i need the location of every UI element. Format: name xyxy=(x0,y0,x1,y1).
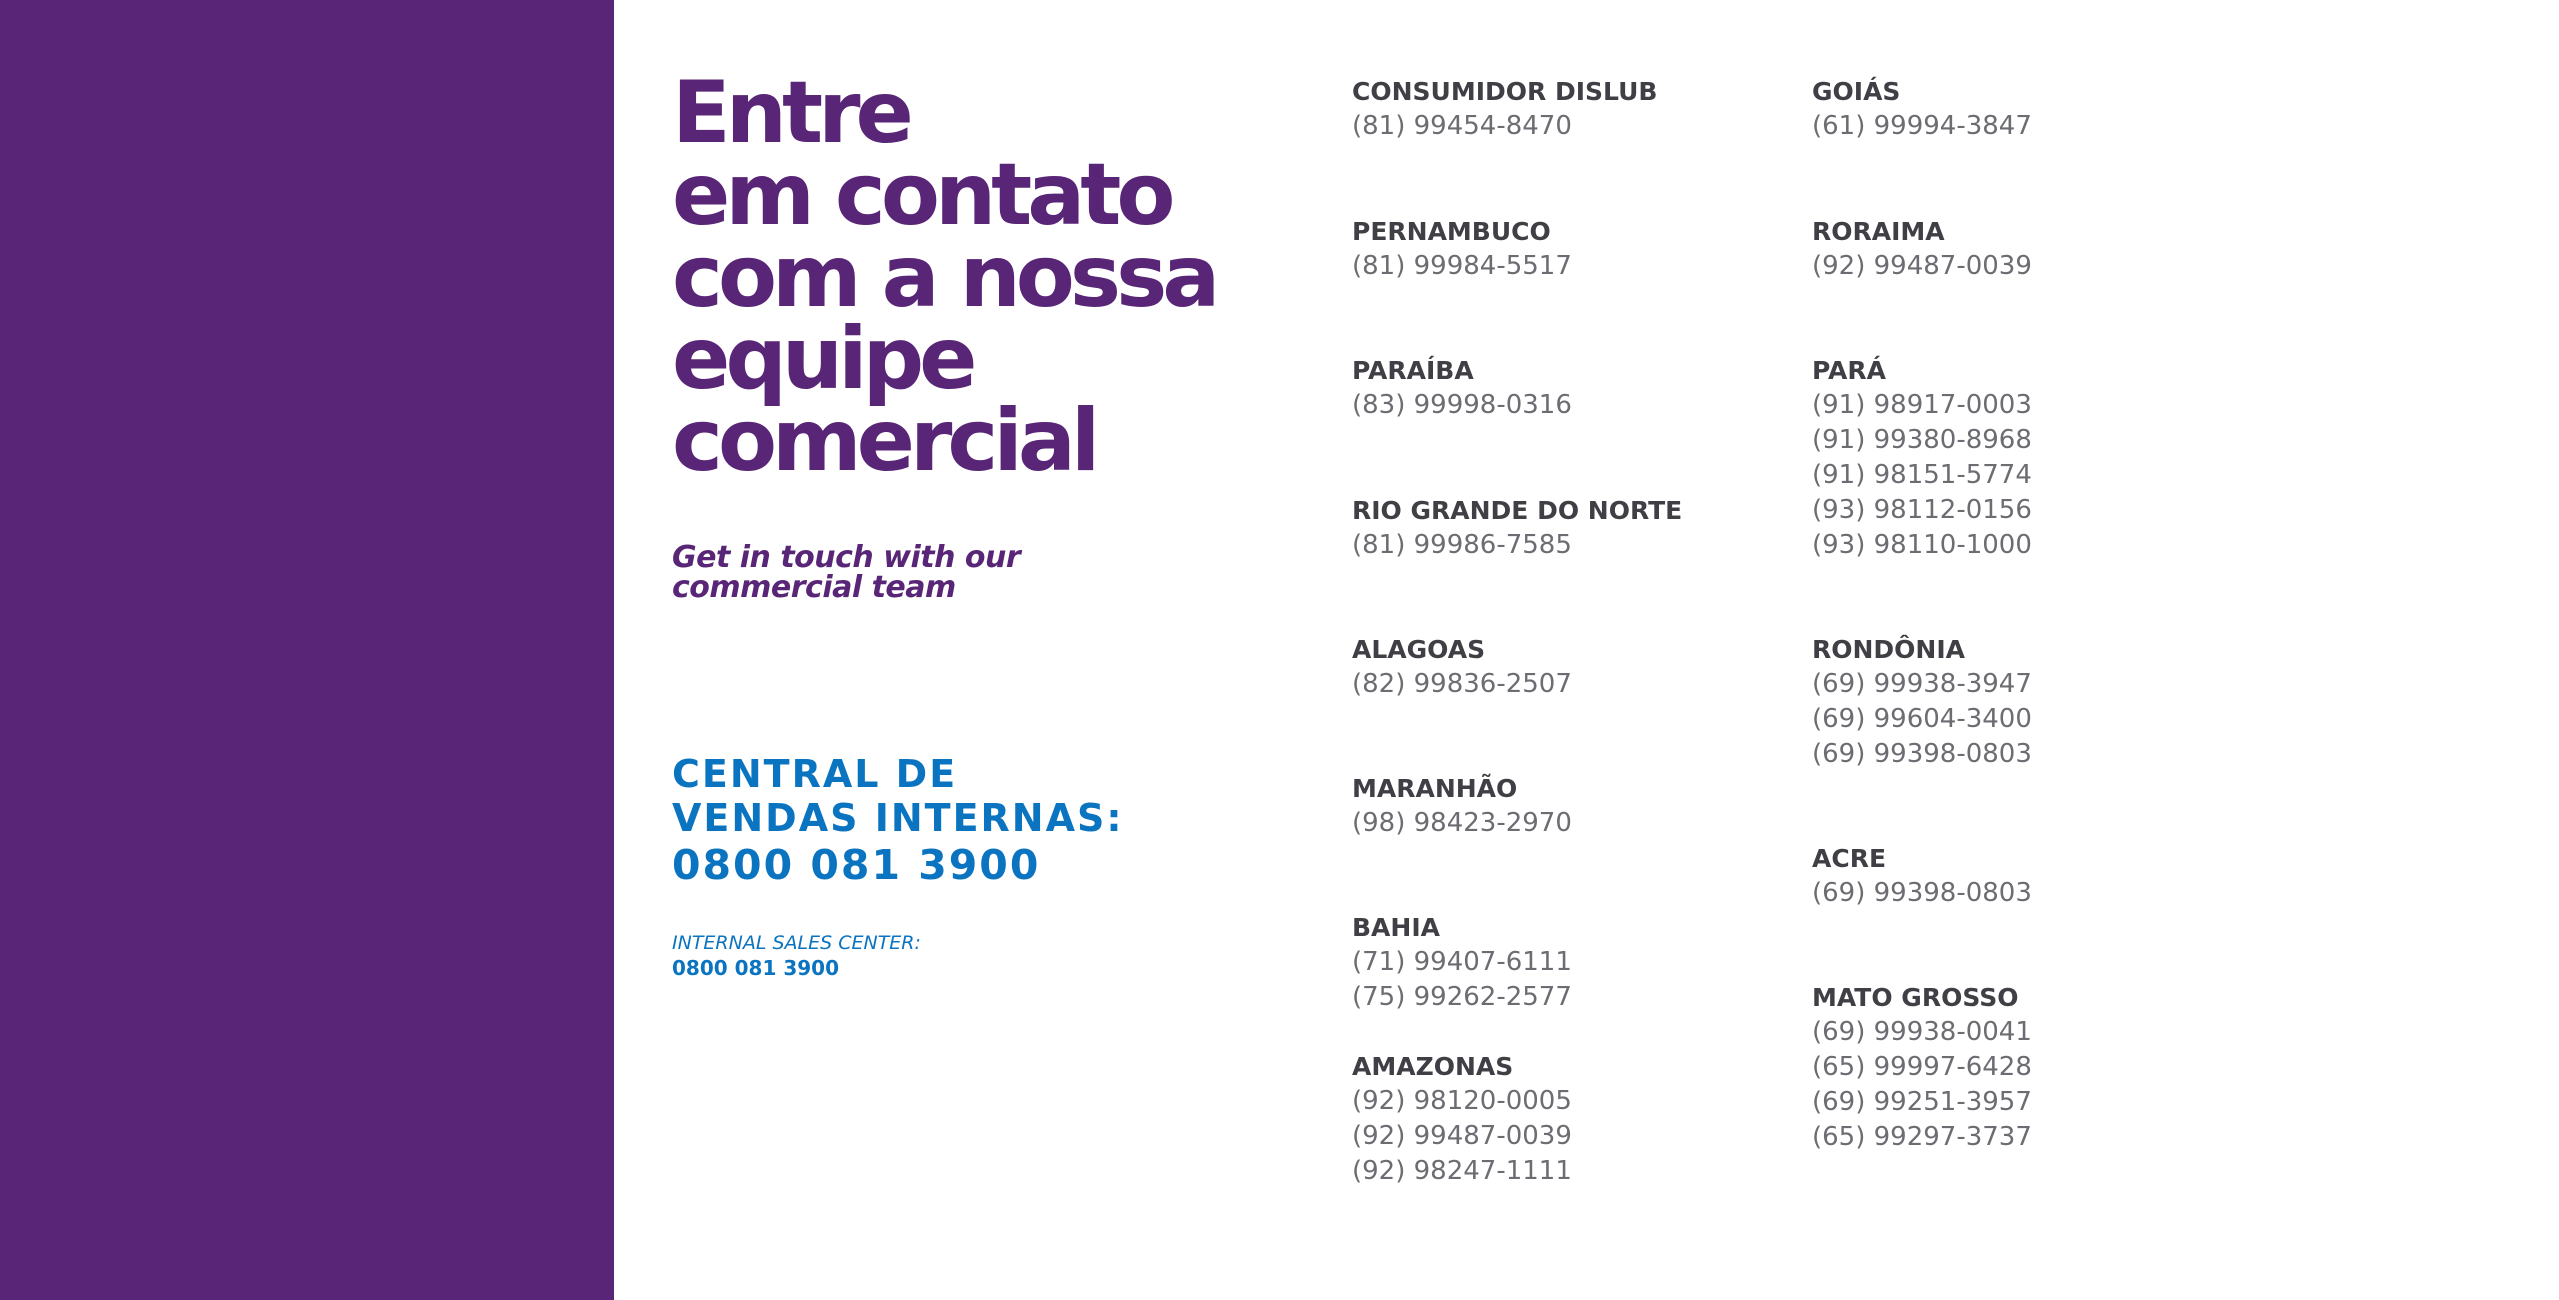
contact-rondonia xyxy=(1812,632,2232,772)
state-name: PARÁ xyxy=(1812,356,1886,385)
state-name: MARANHÃO xyxy=(1352,774,1518,803)
subtitle-line: commercial team xyxy=(672,570,956,605)
phone-number[interactable]: (61) 99994-3847 xyxy=(1812,111,2032,141)
state-name: MATO GROSSO xyxy=(1812,983,2019,1012)
state-name: ACRE xyxy=(1812,844,1887,873)
purple-side-panel xyxy=(0,0,614,1300)
state-name: ALAGOAS xyxy=(1352,635,1486,664)
state-name: RONDÔNIA xyxy=(1812,635,1966,664)
phone-number[interactable]: (81) 99984-5517 xyxy=(1352,251,1572,281)
phone-number[interactable]: (81) 99986-7585 xyxy=(1352,530,1572,560)
contact-consumidor-dislub xyxy=(1352,74,1772,144)
phone-number[interactable]: (69) 99604-3400 xyxy=(1812,704,2032,734)
state-name: BAHIA xyxy=(1352,913,1440,942)
phone-number[interactable]: (92) 99487-0039 xyxy=(1352,1121,1572,1151)
subtitle xyxy=(672,540,1021,605)
state-name: GOIÁS xyxy=(1812,77,1901,106)
phone-number[interactable]: (92) 98247-1111 xyxy=(1352,1156,1572,1186)
subtitle-line: Get in touch with our xyxy=(672,540,1021,575)
contact-pernambuco xyxy=(1352,214,1772,284)
contact-acre xyxy=(1812,841,2232,911)
phone-number[interactable]: (69) 99938-3947 xyxy=(1812,669,2032,699)
internal-sales-label: INTERNAL SALES CENTER: xyxy=(672,932,921,954)
phone-number[interactable]: (93) 98110-1000 xyxy=(1812,530,2032,560)
contact-mato-grosso xyxy=(1812,980,2232,1155)
state-name: CONSUMIDOR DISLUB xyxy=(1352,77,1658,106)
phone-number[interactable]: (81) 99454-8470 xyxy=(1352,111,1572,141)
state-name: RORAIMA xyxy=(1812,217,1945,246)
phone-number[interactable]: (69) 99251-3957 xyxy=(1812,1087,2032,1117)
headline-line: comercial xyxy=(672,391,1096,491)
phone-number[interactable]: (65) 99997-6428 xyxy=(1812,1052,2032,1082)
phone-number[interactable]: (69) 99398-0803 xyxy=(1812,878,2032,908)
contact-bahia xyxy=(1352,910,1772,1015)
phone-number[interactable]: (92) 99487-0039 xyxy=(1812,251,2032,281)
phone-number[interactable]: (75) 99262-2577 xyxy=(1352,982,1572,1012)
phone-number[interactable]: (91) 99380-8968 xyxy=(1812,425,2032,455)
headline-line: equipe xyxy=(672,309,973,409)
state-name: AMAZONAS xyxy=(1352,1052,1514,1081)
phone-number[interactable]: (82) 99836-2507 xyxy=(1352,669,1572,699)
headline-line: com a nossa xyxy=(672,227,1216,327)
state-name: PERNAMBUCO xyxy=(1352,217,1551,246)
phone-number[interactable]: (98) 98423-2970 xyxy=(1352,808,1572,838)
central-sales-phone[interactable]: 0800 081 3900 xyxy=(672,841,1041,889)
central-sales-line: VENDAS INTERNAS: xyxy=(672,796,1124,840)
phone-number[interactable]: (71) 99407-6111 xyxy=(1352,947,1572,977)
headline-line: Entre xyxy=(672,63,909,163)
internal-sales-phone[interactable]: 0800 081 3900 xyxy=(672,956,840,980)
central-sales-line: CENTRAL DE xyxy=(672,752,958,796)
central-sales-heading xyxy=(672,752,1124,840)
headline-line: em contato xyxy=(672,145,1171,245)
phone-number[interactable]: (83) 99998-0316 xyxy=(1352,390,1572,420)
phone-number[interactable]: (69) 99398-0803 xyxy=(1812,739,2032,769)
contact-roraima xyxy=(1812,214,2232,284)
contact-rio-grande-do-norte xyxy=(1352,493,1772,563)
contact-alagoas xyxy=(1352,632,1772,702)
phone-number[interactable]: (92) 98120-0005 xyxy=(1352,1086,1572,1116)
phone-number[interactable]: (65) 99297-3737 xyxy=(1812,1122,2032,1152)
phone-number[interactable]: (93) 98112-0156 xyxy=(1812,495,2032,525)
contact-goias xyxy=(1812,74,2232,144)
headline xyxy=(672,63,1312,491)
phone-number[interactable]: (69) 99938-0041 xyxy=(1812,1017,2032,1047)
contact-maranhao xyxy=(1352,771,1772,841)
state-name: RIO GRANDE DO NORTE xyxy=(1352,496,1683,525)
state-name: PARAÍBA xyxy=(1352,356,1474,385)
contact-paraiba xyxy=(1352,353,1772,423)
contact-amazonas xyxy=(1352,1049,1772,1189)
contact-para xyxy=(1812,353,2232,563)
phone-number[interactable]: (91) 98917-0003 xyxy=(1812,390,2032,420)
phone-number[interactable]: (91) 98151-5774 xyxy=(1812,460,2032,490)
